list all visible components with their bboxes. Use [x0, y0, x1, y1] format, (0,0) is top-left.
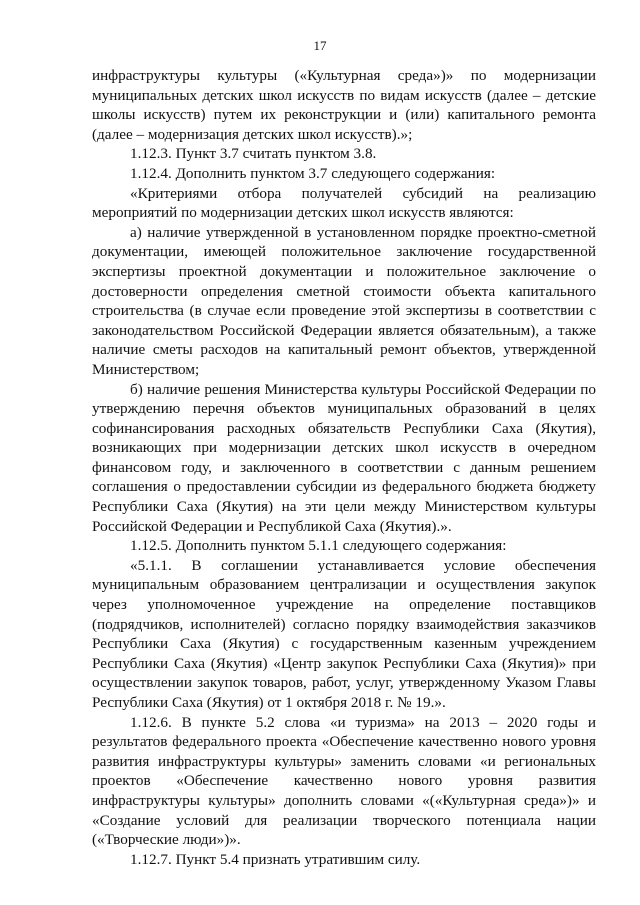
- page-number: 17: [313, 38, 327, 53]
- paragraph-1-12-5: 1.12.5. Дополнить пунктом 5.1.1 следующего содержания:: [130, 537, 507, 555]
- paragraph-criterion-a: а) наличие утвержденной в установленном порядке проектно-сметной документации, имеющей положительное заключение государственной экспертизы проектной документации и положительное заключение о достоверности определения сметной стоимости объекта капитального строительства (в случае если проведение этой экспертизы в соответствии с законодательством Российской Федерации является обязательным), а также наличие сметы расходов на капитальный ремонт объектов, утвержденной Министерством;: [92, 223, 596, 378]
- paragraph-1-12-7: 1.12.7. Пункт 5.4 признать утратившим силу.: [130, 850, 421, 868]
- paragraph-1-12-6: 1.12.6. В пункте 5.2 слова «и туризма» на 2013 – 2020 годы и результатов федерального проекта «Обеспечение качественно нового уровня развития инфраструктуры культуры» заменить словами «и региональных проектов «Обеспечение качественно нового уровня развития инфраструктуры культуры» дополнить словами «(«Культурная среда»)» и «Создание условий для реализации творческого потенциала нации («Творческие люди»)».: [92, 713, 596, 849]
- paragraph-criteria-intro: «Критериями отбора получателей субсидий на реализацию мероприятий по модернизации детских школ искусств являются:: [92, 184, 596, 222]
- paragraph-criterion-b: б) наличие решения Министерства культуры Российской Федерации по утверждению перечня объектов муниципальных образований в целях софинансирования расходных обязательств Республики Саха (Якутия), возникающих при модернизации детских школ искусств в очередном финансовом году, и заключенного в соответствии с данным решением соглашения о предоставлении субсидии из федерального бюджета бюджету Республики Саха (Якутия) на эти цели между Министерством культуры Российской Федерации и Республикой Саха (Якутия).».: [92, 380, 596, 535]
- paragraph-1-12-4: 1.12.4. Дополнить пунктом 3.7 следующего содержания:: [130, 164, 496, 182]
- paragraph-5-1-1: «5.1.1. В соглашении устанавливается условие обеспечения муниципальным образованием централизации и осуществления закупок через уполномоченное учреждение на определение поставщиков (подрядчиков, исполнителей) согласно порядку взаимодействия заказчиков Республики Саха (Якутия) с государственным казенным учреждением Республики Саха (Якутия) «Центр закупок Республики Саха (Якутия)» при осуществлении закупок товаров, работ, услуг, утвержденному Указом Главы Республики Саха (Якутия) от 1 октября 2018 г. № 19.».: [92, 556, 596, 711]
- paragraph-1-12-3: 1.12.3. Пункт 3.7 считать пунктом 3.8.: [130, 145, 377, 163]
- document-body: [92, 66, 596, 869]
- paragraph-continuation: инфраструктуры культуры («Культурная среда»)» по модернизации муниципальных детских школ искусств по видам искусств (далее – детские школы искусств) путем их реконструкции и (или) капитального ремонта (далее – модернизация детских школ искусств).»;: [92, 67, 596, 143]
